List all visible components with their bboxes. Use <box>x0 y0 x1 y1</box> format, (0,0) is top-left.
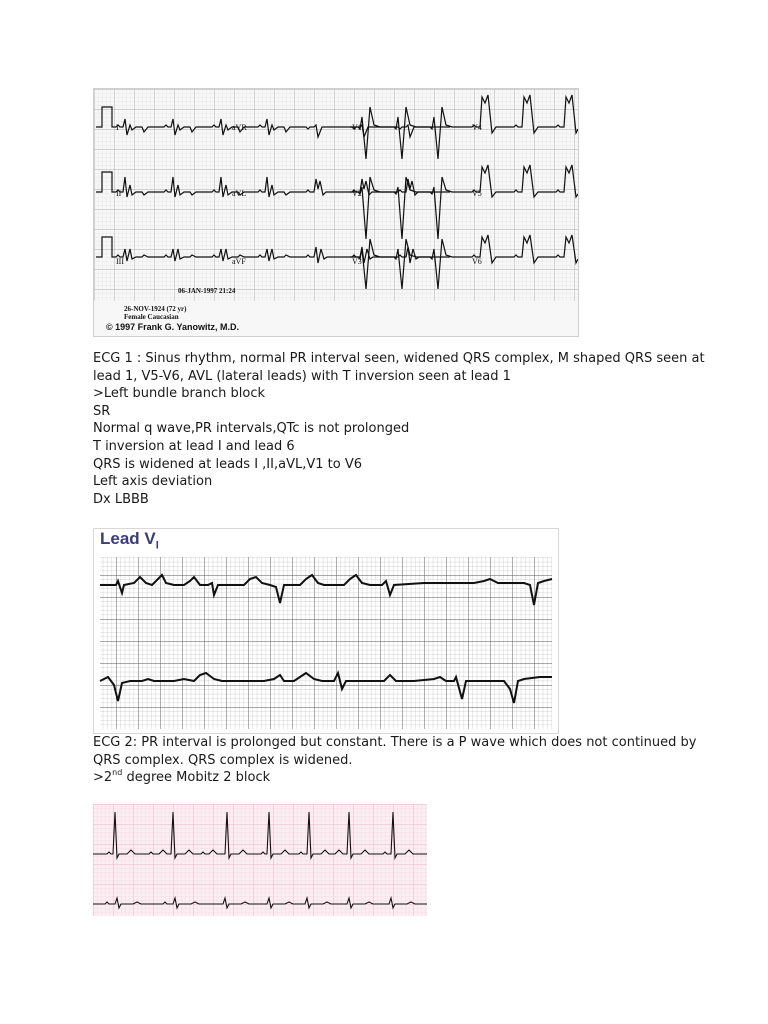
figure2-title: Lead $V_I$ <box>100 529 159 552</box>
lead-label-v2: V2 <box>352 189 362 198</box>
ecg1-trace-image <box>94 89 578 301</box>
text-line: lead 1, V5-V6, AVL (lateral leads) with T inversion seen at lead 1 <box>93 368 511 384</box>
ecg-figure-1 <box>93 88 579 337</box>
patient-dob: 26-NOV-1924 (72 yr) <box>124 305 187 313</box>
patient-descriptor: Female Caucasian <box>124 313 179 321</box>
ecg-figure-3 <box>93 804 427 916</box>
lead-label-avf: aVF <box>232 257 246 266</box>
lead-label-ii: II <box>116 189 122 198</box>
lead-label-iii: III <box>116 257 124 266</box>
text-line: Dx LBBB <box>93 491 149 507</box>
lead-label-v6: V6 <box>472 257 482 266</box>
ecg2-interpretation <box>93 734 697 787</box>
lead-label-avl: aVL <box>232 189 247 198</box>
ecg2-trace-image <box>94 553 558 733</box>
text-line: SR <box>93 403 111 419</box>
lead-label-v5: V5 <box>472 189 482 198</box>
ecg1-interpretation <box>93 350 705 508</box>
lead-label-v1: V1 <box>352 123 362 132</box>
text-line: QRS complex. QRS complex is widened. <box>93 752 353 768</box>
lead-label-i: I <box>116 123 119 132</box>
recording-date: 06-JAN-1997 21:24 <box>178 287 236 295</box>
text-line: Normal q wave,PR intervals,QTc is not prolonged <box>93 421 410 437</box>
text-line: ECG 1 : Sinus rhythm, normal PR interval seen, widened QRS complex, M shaped QRS seen at <box>93 351 705 366</box>
text-line: QRS is widened at leads I ,II,aVL,V1 to V6 <box>93 456 362 472</box>
text-line: ECG 2: PR interval is prolonged but constant. There is a P wave which does not continued by <box>93 735 697 750</box>
text-line: >2nd degree Mobitz 2 block <box>93 767 271 786</box>
copyright-notice: © 1997 Frank G. Yanowitz, M.D. <box>106 322 240 332</box>
lead-label-v4: V4 <box>472 123 482 132</box>
lead-label-v3: V3 <box>352 257 362 266</box>
ecg3-trace-image <box>93 804 427 916</box>
ecg-figure-2 <box>93 528 559 734</box>
text-line: >Left bundle branch block <box>93 386 266 402</box>
text-line: Left axis deviation <box>93 474 213 490</box>
text-line: T inversion at lead I and lead 6 <box>93 438 295 454</box>
lead-label-avr: aVR <box>232 123 247 132</box>
